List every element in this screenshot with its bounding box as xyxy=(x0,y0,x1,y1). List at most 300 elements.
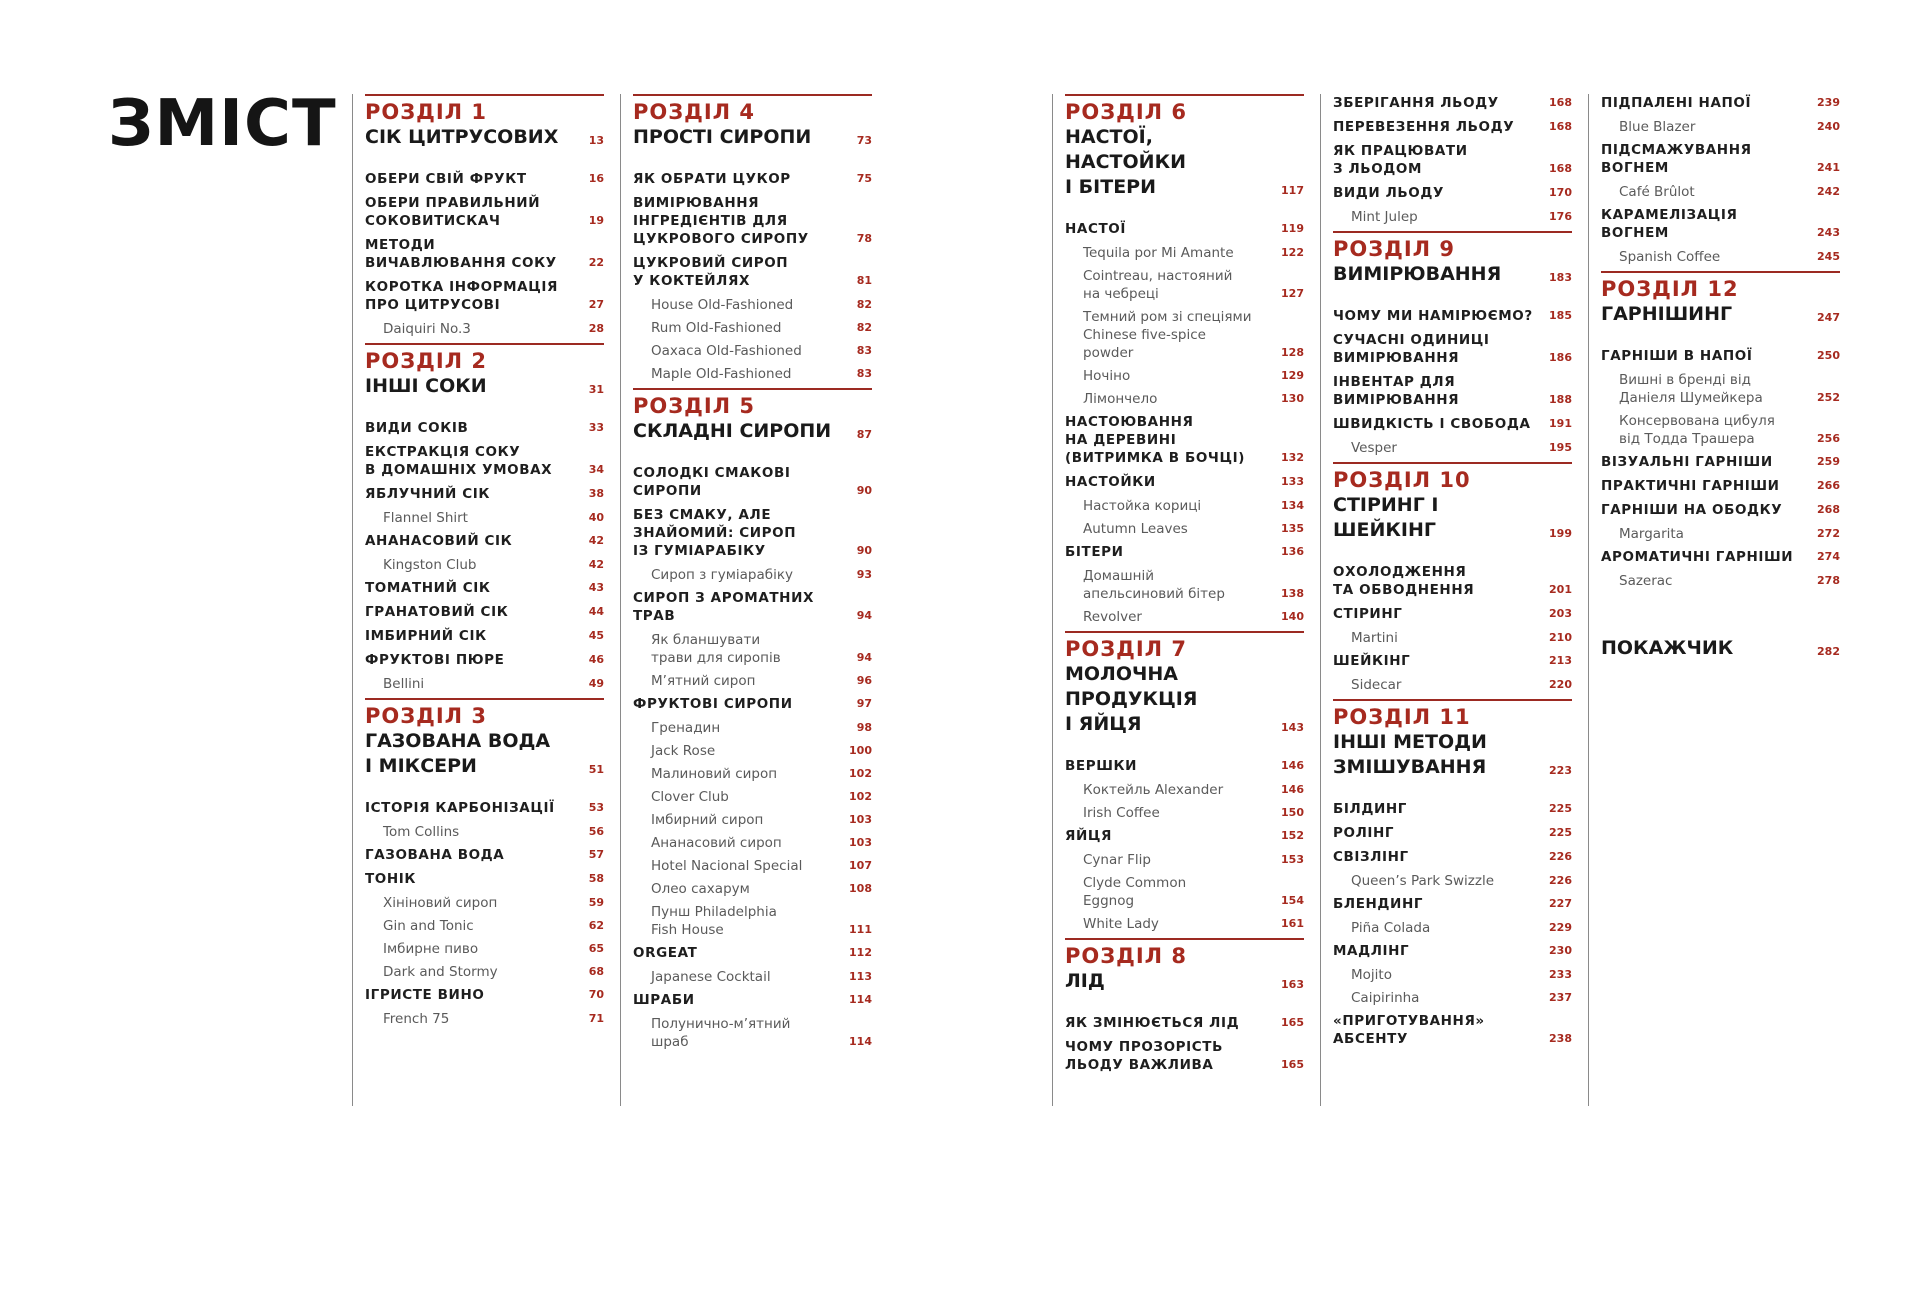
index-entry[interactable] xyxy=(1601,636,1840,661)
toc-label: ВИДИ СОКІВ xyxy=(365,420,469,436)
toc-section-item[interactable] xyxy=(365,419,604,437)
toc-label: ТОМАТНИЙ СІК xyxy=(365,580,491,596)
page-number: 56 xyxy=(588,825,604,838)
toc-recipe-item[interactable] xyxy=(1065,308,1304,362)
page-number: 138 xyxy=(1281,587,1304,600)
page-number: 278 xyxy=(1817,574,1840,587)
toc-label: ШЕЙКІНГ xyxy=(1333,653,1411,669)
toc-section-item[interactable] xyxy=(1065,413,1304,467)
chapter-number: РОЗДІЛ 8 xyxy=(1065,944,1188,968)
toc-label: Revolver xyxy=(1083,609,1142,625)
toc-recipe-item[interactable] xyxy=(365,320,604,338)
page-number: 44 xyxy=(588,605,604,618)
page-number: 165 xyxy=(1281,1058,1304,1071)
chapter-header xyxy=(365,94,604,150)
toc-section-item[interactable] xyxy=(1601,453,1840,471)
chapter-page-number: 163 xyxy=(1281,978,1304,991)
toc-recipe-item[interactable] xyxy=(365,894,604,912)
toc-recipe-item[interactable] xyxy=(633,719,872,737)
chapter-page-number: 199 xyxy=(1549,527,1572,540)
toc-section-item[interactable] xyxy=(1065,220,1304,238)
toc-recipe-item[interactable] xyxy=(1333,676,1572,694)
page-number: 42 xyxy=(588,534,604,547)
toc-section-item[interactable] xyxy=(1333,184,1572,202)
page-number: 135 xyxy=(1281,522,1304,535)
page-number: 129 xyxy=(1281,369,1304,382)
page-number: 40 xyxy=(588,511,604,524)
toc-section-item[interactable] xyxy=(365,485,604,503)
toc-label: ПІДПАЛЕНІ НАПОЇ xyxy=(1601,95,1752,111)
toc-section-item[interactable] xyxy=(1333,895,1572,913)
toc-recipe-item[interactable] xyxy=(633,765,872,783)
toc-section-item[interactable] xyxy=(365,799,604,817)
chapter-title-row[interactable] xyxy=(633,125,872,150)
chapter-block xyxy=(633,388,872,444)
toc-label: Vesper xyxy=(1351,440,1397,456)
toc-label: Gin and Tonic xyxy=(383,918,474,934)
toc-label: Irish Coffee xyxy=(1083,805,1160,821)
page-number: 237 xyxy=(1549,991,1572,1004)
toc-section-item[interactable] xyxy=(1333,94,1572,112)
toc-label: ПРАКТИЧНІ ГАРНІШИ xyxy=(1601,478,1780,494)
toc-recipe-item[interactable] xyxy=(365,1010,604,1028)
chapter-block xyxy=(1065,94,1304,200)
toc-section-item[interactable] xyxy=(633,695,872,713)
toc-label: Kingston Club xyxy=(383,557,477,573)
page-number: 225 xyxy=(1549,802,1572,815)
page-number: 53 xyxy=(588,801,604,814)
toc-section-item[interactable] xyxy=(633,194,872,248)
chapter-block xyxy=(365,698,604,779)
toc-section-item[interactable] xyxy=(1601,141,1840,177)
toc-label: Flannel Shirt xyxy=(383,510,468,526)
toc-section-item[interactable] xyxy=(1601,94,1840,112)
toc-section-item[interactable] xyxy=(1065,757,1304,775)
page-number: 242 xyxy=(1817,185,1840,198)
toc-section-item[interactable] xyxy=(365,603,604,621)
page-number: 230 xyxy=(1549,944,1572,957)
chapter-number: РОЗДІЛ 7 xyxy=(1065,637,1188,661)
page-number: 82 xyxy=(856,298,872,311)
toc-recipe-item[interactable] xyxy=(633,319,872,337)
page-number: 45 xyxy=(588,629,604,642)
chapter-number: РОЗДІЛ 2 xyxy=(365,349,488,373)
page-number: 238 xyxy=(1549,1032,1572,1045)
toc-section-item[interactable] xyxy=(365,986,604,1004)
page-number: 97 xyxy=(856,697,872,710)
toc-recipe-item[interactable] xyxy=(365,556,604,574)
page-number: 33 xyxy=(588,421,604,434)
toc-recipe-item[interactable] xyxy=(1333,919,1572,937)
page-number: 98 xyxy=(856,721,872,734)
toc-recipe-item[interactable] xyxy=(633,342,872,360)
chapter-title-row[interactable] xyxy=(1333,730,1572,780)
page-number: 152 xyxy=(1281,829,1304,842)
toc-label: Daiquiri No.3 xyxy=(383,321,471,337)
toc-label: Autumn Leaves xyxy=(1083,521,1188,537)
toc-recipe-item[interactable] xyxy=(1333,208,1572,226)
chapter-title-row[interactable] xyxy=(1065,662,1304,737)
toc-label: Hotel Nacional Special xyxy=(651,858,803,874)
chapter-title: НАСТОЇ, НАСТОЙКИ І БІТЕРИ xyxy=(1065,126,1186,198)
toc-recipe-item[interactable] xyxy=(1601,118,1840,136)
chapter-title: МОЛОЧНА ПРОДУКЦІЯ І ЯЙЦЯ xyxy=(1065,663,1198,735)
toc-label: Малиновий сироп xyxy=(651,766,778,782)
chapter-page-number: 31 xyxy=(588,383,604,396)
toc-label: НАСТОЮВАННЯ НА ДЕРЕВИНІ (ВИТРИМКА В БОЧЦІ) xyxy=(1065,414,1245,466)
toc-recipe-item[interactable] xyxy=(633,968,872,986)
page-number: 227 xyxy=(1549,897,1572,910)
toc-section-item[interactable] xyxy=(1333,848,1572,866)
toc-section-item[interactable] xyxy=(1333,563,1572,599)
page-number: 233 xyxy=(1549,968,1572,981)
toc-recipe-item[interactable] xyxy=(633,903,872,939)
toc-recipe-item[interactable] xyxy=(1333,629,1572,647)
toc-recipe-item[interactable] xyxy=(1065,367,1304,385)
toc-label: СОЛОДКІ СМАКОВІ СИРОПИ xyxy=(633,465,791,499)
toc-recipe-item[interactable] xyxy=(1333,872,1572,890)
toc-recipe-item[interactable] xyxy=(1065,851,1304,869)
toc-recipe-item[interactable] xyxy=(1065,390,1304,408)
toc-label: Jack Rose xyxy=(651,743,716,759)
page-number: 75 xyxy=(856,172,872,185)
toc-recipe-item[interactable] xyxy=(633,672,872,690)
toc-label: Piña Colada xyxy=(1351,920,1431,936)
toc-section-item[interactable] xyxy=(1333,415,1572,433)
toc-section-item[interactable] xyxy=(365,278,604,314)
chapter-page-number: 247 xyxy=(1817,311,1840,324)
toc-section-item[interactable] xyxy=(633,991,872,1009)
page-number: 103 xyxy=(849,813,872,826)
page-number: 161 xyxy=(1281,917,1304,930)
page-number: 46 xyxy=(588,653,604,666)
toc-section-item[interactable] xyxy=(1065,543,1304,561)
toc-recipe-item[interactable] xyxy=(633,834,872,852)
toc-label: Як бланшувати трави для сиропів xyxy=(651,632,781,666)
chapter-number: РОЗДІЛ 1 xyxy=(365,100,488,124)
chapter-title: ГАЗОВАНА ВОДА І МІКСЕРИ xyxy=(365,730,551,777)
toc-recipe-item[interactable] xyxy=(633,742,872,760)
chapter-header xyxy=(633,388,872,444)
toc-label: ВІЗУАЛЬНІ ГАРНІШИ xyxy=(1601,454,1773,470)
page-number: 266 xyxy=(1817,479,1840,492)
toc-label: Вишні в бренді від Даніеля Шумейкера xyxy=(1619,372,1763,406)
toc-label: РОЛІНГ xyxy=(1333,825,1395,841)
page-number: 27 xyxy=(588,298,604,311)
page-number: 168 xyxy=(1549,162,1572,175)
chapter-number: РОЗДІЛ 11 xyxy=(1333,705,1471,729)
toc-recipe-item[interactable] xyxy=(633,566,872,584)
toc-label: ІСТОРІЯ КАРБОНІЗАЦІЇ xyxy=(365,800,555,816)
toc-label: Mint Julep xyxy=(1351,209,1418,225)
toc-label: ТОНІК xyxy=(365,871,417,887)
page-number: 42 xyxy=(588,558,604,571)
page-number: 107 xyxy=(849,859,872,872)
chapter-header xyxy=(1065,94,1304,200)
toc-label: Сироп з гуміарабіку xyxy=(651,567,793,583)
page-number: 132 xyxy=(1281,451,1304,464)
page-number: 100 xyxy=(849,744,872,757)
toc-section-item[interactable] xyxy=(1333,652,1572,670)
chapter-block xyxy=(1333,699,1572,780)
toc-label: Oaxaca Old-Fashioned xyxy=(651,343,802,359)
toc-label: Ночіно xyxy=(1083,368,1131,384)
toc-recipe-item[interactable] xyxy=(1601,371,1840,407)
toc-recipe-item[interactable] xyxy=(1065,567,1304,603)
toc-label: ОХОЛОДЖЕННЯ ТА ОБВОДНЕННЯ xyxy=(1333,564,1475,598)
toc-recipe-item[interactable] xyxy=(1601,525,1840,543)
chapter-block xyxy=(1065,938,1304,994)
page-number: 146 xyxy=(1281,759,1304,772)
toc-section-item[interactable] xyxy=(633,464,872,500)
toc-column-1 xyxy=(352,94,604,1106)
page-number: 191 xyxy=(1549,417,1572,430)
toc-label: М’ятний сироп xyxy=(651,673,756,689)
toc-label: Консервована цибуля від Тодда Трашера xyxy=(1619,413,1775,447)
toc-section-item[interactable] xyxy=(1065,827,1304,845)
chapter-block xyxy=(365,343,604,399)
chapter-header xyxy=(365,343,604,399)
toc-section-item[interactable] xyxy=(1333,118,1572,136)
toc-recipe-item[interactable] xyxy=(633,788,872,806)
toc-label: ЯБЛУЧНИЙ СІК xyxy=(365,486,490,502)
toc-section-item[interactable] xyxy=(1333,605,1572,623)
toc-label: МЕТОДИ ВИЧАВЛЮВАННЯ СОКУ xyxy=(365,237,557,271)
toc-label: ШВИДКІСТЬ І СВОБОДА xyxy=(1333,416,1531,432)
toc-recipe-item[interactable] xyxy=(1601,248,1840,266)
toc-recipe-item[interactable] xyxy=(1065,915,1304,933)
page-number: 83 xyxy=(856,344,872,357)
chapter-page-number: 117 xyxy=(1281,184,1304,197)
page-number: 186 xyxy=(1549,351,1572,364)
toc-recipe-item[interactable] xyxy=(633,296,872,314)
page-number: 114 xyxy=(849,1035,872,1048)
chapter-title-row[interactable] xyxy=(1333,493,1572,543)
toc-section-item[interactable] xyxy=(1601,206,1840,242)
toc-label: Пунш Philadelphia Fish House xyxy=(651,904,777,938)
page-number: 274 xyxy=(1817,550,1840,563)
chapter-title-row[interactable] xyxy=(365,374,604,399)
page-number: 90 xyxy=(856,544,872,557)
toc-label: Лімончело xyxy=(1083,391,1158,407)
toc-label: Spanish Coffee xyxy=(1619,249,1721,265)
chapter-title-row[interactable] xyxy=(365,729,604,779)
chapter-title: ГАРНІШИНГ xyxy=(1601,303,1733,325)
page-number: 34 xyxy=(588,463,604,476)
chapter-title-row[interactable] xyxy=(1601,302,1840,327)
page-number: 119 xyxy=(1281,222,1304,235)
toc-label: ORGEAT xyxy=(633,945,698,961)
toc-column-3 xyxy=(1052,94,1304,1106)
toc-recipe-item[interactable] xyxy=(365,509,604,527)
toc-recipe-item[interactable] xyxy=(1333,989,1572,1007)
page-number: 146 xyxy=(1281,783,1304,796)
toc-label: КАРАМЕЛІЗАЦІЯ ВОГНЕМ xyxy=(1601,207,1738,241)
page-number: 103 xyxy=(849,836,872,849)
page-number: 243 xyxy=(1817,226,1840,239)
toc-section-item[interactable] xyxy=(633,589,872,625)
toc-label: НАСТОЇ xyxy=(1065,221,1126,237)
toc-section-item[interactable] xyxy=(365,579,604,597)
toc-section-item[interactable] xyxy=(1333,942,1572,960)
toc-label: ПЕРЕВЕЗЕННЯ ЛЬОДУ xyxy=(1333,119,1515,135)
toc-section-item[interactable] xyxy=(1065,473,1304,491)
toc-section-item[interactable] xyxy=(365,651,604,669)
toc-label: ІГРИСТЕ ВИНО xyxy=(365,987,485,1003)
toc-label: Blue Blazer xyxy=(1619,119,1696,135)
chapter-number: РОЗДІЛ 4 xyxy=(633,100,756,124)
toc-section-item[interactable] xyxy=(1601,548,1840,566)
toc-recipe-item[interactable] xyxy=(1065,267,1304,303)
toc-recipe-item[interactable] xyxy=(1065,608,1304,626)
toc-label: Cointreau, настояний на чебреці xyxy=(1083,268,1233,302)
chapter-title-row[interactable] xyxy=(1065,125,1304,200)
toc-section-item[interactable] xyxy=(1333,824,1572,842)
toc-section-item[interactable] xyxy=(1601,347,1840,365)
toc-section-item[interactable] xyxy=(1333,373,1572,409)
toc-label: Clover Club xyxy=(651,789,729,805)
toc-section-item[interactable] xyxy=(633,506,872,560)
page-number: 38 xyxy=(588,487,604,500)
page-number: 71 xyxy=(588,1012,604,1025)
toc-recipe-item[interactable] xyxy=(1065,804,1304,822)
chapter-title-row[interactable] xyxy=(1333,262,1572,287)
toc-label: Темний ром зі спеціями Chinese five-spice powder xyxy=(1083,309,1252,361)
toc-recipe-item[interactable] xyxy=(1601,412,1840,448)
toc-label: ГАЗОВАНА ВОДА xyxy=(365,847,505,863)
page-number: 93 xyxy=(856,568,872,581)
toc-label: БІТЕРИ xyxy=(1065,544,1124,560)
toc-section-item[interactable] xyxy=(633,254,872,290)
page-number: 59 xyxy=(588,896,604,909)
toc-label: Коктейль Alexander xyxy=(1083,782,1224,798)
page-number: 94 xyxy=(856,609,872,622)
page-number: 153 xyxy=(1281,853,1304,866)
page-number: 256 xyxy=(1817,432,1840,445)
toc-label: ГАРНІШИ НА ОБОДКУ xyxy=(1601,502,1783,518)
chapter-page-number: 13 xyxy=(588,134,604,147)
toc-label: ФРУКТОВІ ПЮРЕ xyxy=(365,652,505,668)
toc-section-item[interactable] xyxy=(365,870,604,888)
page-number: 112 xyxy=(849,946,872,959)
toc-recipe-item[interactable] xyxy=(633,857,872,875)
toc-section-item[interactable] xyxy=(1333,307,1572,325)
toc-section-item[interactable] xyxy=(365,532,604,550)
toc-recipe-item[interactable] xyxy=(1601,183,1840,201)
chapter-title-row[interactable] xyxy=(1065,969,1304,994)
toc-label: ЦУКРОВИЙ СИРОП У КОКТЕЙЛЯХ xyxy=(633,255,789,289)
toc-column-5 xyxy=(1588,94,1840,1106)
toc-label: Dark and Stormy xyxy=(383,964,498,980)
toc-label: ГАРНІШИ В НАПОЇ xyxy=(1601,348,1753,364)
toc-label: ЯК ОБРАТИ ЦУКОР xyxy=(633,171,791,187)
page-number: 201 xyxy=(1549,583,1572,596)
toc-section-item[interactable] xyxy=(1333,1012,1572,1048)
toc-recipe-item[interactable] xyxy=(365,917,604,935)
page-number: 81 xyxy=(856,274,872,287)
page-number: 220 xyxy=(1549,678,1572,691)
toc-section-item[interactable] xyxy=(633,944,872,962)
toc-recipe-item[interactable] xyxy=(633,365,872,383)
toc-label: ЯЙЦЯ xyxy=(1065,828,1113,844)
toc-section-item[interactable] xyxy=(365,194,604,230)
toc-recipe-item[interactable] xyxy=(365,675,604,693)
chapter-title: ВИМІРЮВАННЯ xyxy=(1333,263,1502,285)
page-number: 114 xyxy=(849,993,872,1006)
toc-recipe-item[interactable] xyxy=(1065,874,1304,910)
page-number: 128 xyxy=(1281,346,1304,359)
chapter-header xyxy=(1065,631,1304,737)
toc-label: СТІРИНГ xyxy=(1333,606,1403,622)
page-number: 252 xyxy=(1817,391,1840,404)
toc-recipe-item[interactable] xyxy=(365,940,604,958)
page-number: 272 xyxy=(1817,527,1840,540)
chapter-title-row[interactable] xyxy=(633,419,872,444)
chapter-number: РОЗДІЛ 5 xyxy=(633,394,756,418)
toc-recipe-item[interactable] xyxy=(1065,244,1304,262)
toc-recipe-item[interactable] xyxy=(1065,497,1304,515)
toc-recipe-item[interactable] xyxy=(633,880,872,898)
toc-label: Japanese Cocktail xyxy=(651,969,771,985)
page-number: 168 xyxy=(1549,96,1572,109)
toc-label: Café Brûlot xyxy=(1619,184,1695,200)
page-number: 282 xyxy=(1817,645,1840,658)
chapter-title-row[interactable] xyxy=(365,125,604,150)
toc-recipe-item[interactable] xyxy=(365,963,604,981)
toc-section-item[interactable] xyxy=(1065,1014,1304,1032)
toc-section-item[interactable] xyxy=(365,170,604,188)
page-number: 102 xyxy=(849,790,872,803)
page-number: 203 xyxy=(1549,607,1572,620)
toc-recipe-item[interactable] xyxy=(1601,572,1840,590)
toc-recipe-item[interactable] xyxy=(365,823,604,841)
toc-section-item[interactable] xyxy=(1601,501,1840,519)
toc-recipe-item[interactable] xyxy=(633,811,872,829)
page-number: 49 xyxy=(588,677,604,690)
toc-section-item[interactable] xyxy=(1333,142,1572,178)
toc-section-item[interactable] xyxy=(633,170,872,188)
toc-section-item[interactable] xyxy=(365,236,604,272)
page-number: 19 xyxy=(588,214,604,227)
toc-label: ПІДСМАЖУВАННЯ ВОГНЕМ xyxy=(1601,142,1752,176)
toc-label: Cynar Flip xyxy=(1083,852,1151,868)
toc-recipe-item[interactable] xyxy=(1333,966,1572,984)
toc-section-item[interactable] xyxy=(365,443,604,479)
toc-recipe-item[interactable] xyxy=(633,631,872,667)
toc-recipe-item[interactable] xyxy=(1065,520,1304,538)
toc-recipe-item[interactable] xyxy=(633,1015,872,1051)
toc-label: ОБЕРИ СВІЙ ФРУКТ xyxy=(365,171,527,187)
page-number: 154 xyxy=(1281,894,1304,907)
toc-section-item[interactable] xyxy=(1333,331,1572,367)
page-number: 94 xyxy=(856,651,872,664)
page-number: 127 xyxy=(1281,287,1304,300)
toc-recipe-item[interactable] xyxy=(1333,439,1572,457)
toc-recipe-item[interactable] xyxy=(1065,781,1304,799)
toc-label: Clyde Common Eggnog xyxy=(1083,875,1187,909)
chapter-block xyxy=(365,94,604,150)
toc-section-item[interactable] xyxy=(365,846,604,864)
toc-section-item[interactable] xyxy=(1333,800,1572,818)
page-number: 241 xyxy=(1817,161,1840,174)
toc-section-item[interactable] xyxy=(1601,477,1840,495)
toc-label: ІНВЕНТАР ДЛЯ ВИМІРЮВАННЯ xyxy=(1333,374,1460,408)
toc-label: ГРАНАТОВИЙ СІК xyxy=(365,604,509,620)
page-number: 188 xyxy=(1549,393,1572,406)
toc-section-item[interactable] xyxy=(365,627,604,645)
toc-section-item[interactable] xyxy=(1065,1038,1304,1074)
toc-label: ЕКСТРАКЦІЯ СОКУ В ДОМАШНІХ УМОВАХ xyxy=(365,444,553,478)
